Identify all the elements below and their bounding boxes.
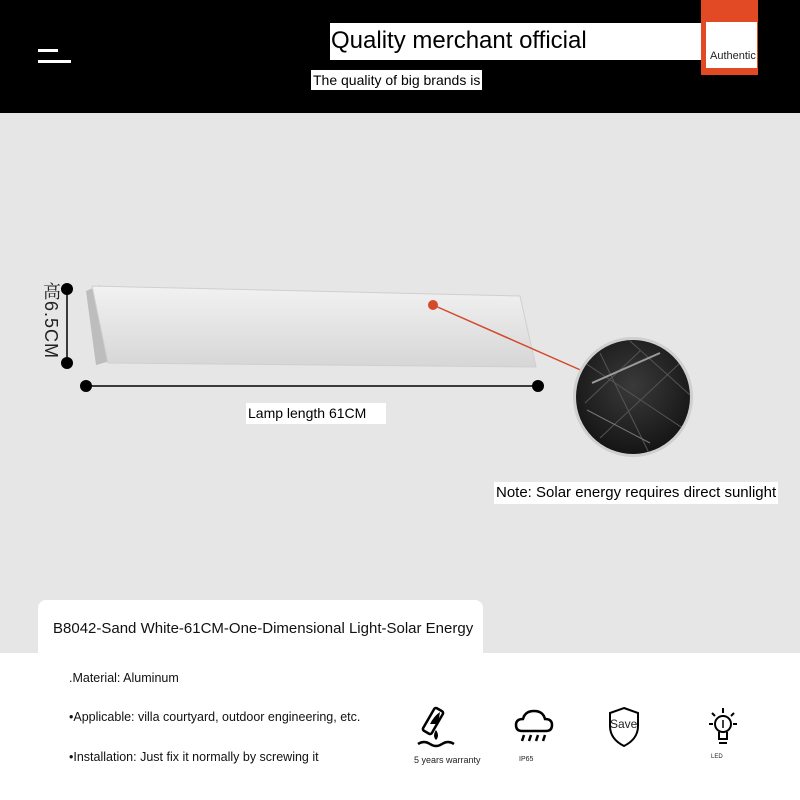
waterproof-icon	[414, 706, 458, 750]
authentic-badge-label: Authentic	[710, 50, 756, 62]
spec-material: .Material: Aluminum	[69, 671, 179, 685]
page-subtitle: The quality of big brands is	[313, 72, 481, 88]
spec-applicable: •Applicable: villa courtyard, outdoor engineering, etc.	[69, 710, 361, 724]
product-name: B8042-Sand White-61CM-One-Dimensional Light-Solar Energy	[53, 620, 474, 637]
rain-cloud-icon	[514, 707, 554, 747]
ip65-label: IP65	[519, 756, 534, 763]
light-bulb-icon	[704, 706, 742, 752]
height-label: 高6.5CM	[41, 282, 61, 360]
led-label: LED	[711, 754, 723, 760]
save-label: Save	[610, 717, 638, 731]
menu-line-short	[38, 49, 58, 52]
height-dimension	[61, 283, 73, 369]
spec-installation: •Installation: Just fix it normally by screwing it	[69, 750, 319, 764]
page-title: Quality merchant official	[331, 27, 587, 54]
sunlight-note: Note: Solar energy requires direct sunlight	[494, 482, 778, 504]
solar-lamp	[86, 285, 536, 367]
length-label: Lamp length 61CM	[246, 403, 386, 424]
menu-line-long	[38, 60, 71, 63]
warranty-label: 5 years warranty	[414, 755, 481, 765]
menu-icon[interactable]	[38, 49, 72, 65]
solar-panel-zoom	[573, 337, 693, 457]
length-dimension	[80, 380, 544, 392]
product-illustration	[0, 113, 800, 600]
